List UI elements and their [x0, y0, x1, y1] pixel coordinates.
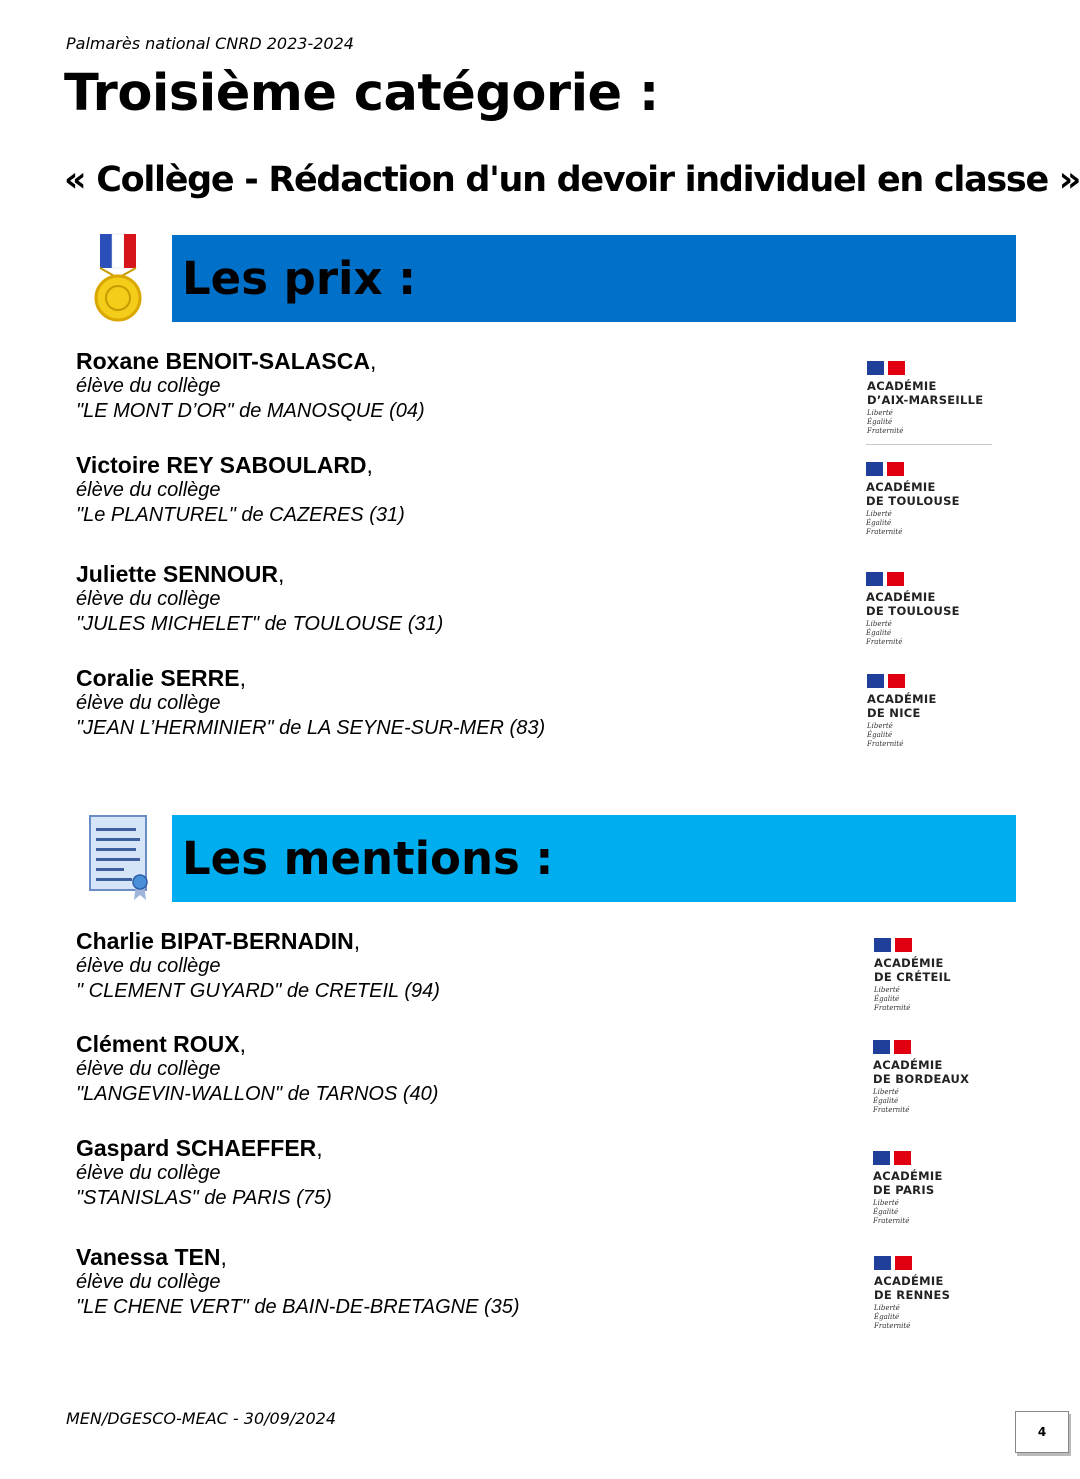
medal-icon — [90, 232, 146, 329]
laureate-name: Charlie BIPAT-BERNADIN — [76, 928, 354, 954]
marianne-flag-icon — [874, 1256, 912, 1270]
prize-entry: Juliette SENNOUR, élève du collège "JULES MICHELET" de TOULOUSE (31) — [76, 561, 444, 635]
laureate-name: Roxane BENOIT-SALASCA — [76, 348, 370, 374]
academy-logo: ACADÉMIE DE RENNES Liberté Égalité Fraternité — [874, 1256, 1004, 1331]
mention-entry: Charlie BIPAT-BERNADIN, élève du collège " CLEMENT GUYARD" de CRETEIL (94) — [76, 928, 440, 1002]
page-title: Troisième catégorie : — [64, 64, 659, 123]
marianne-flag-icon — [867, 674, 905, 688]
laureate-name: Coralie SERRE — [76, 665, 240, 691]
laureate-name: Juliette SENNOUR — [76, 561, 278, 587]
academy-logo: ACADÉMIE DE NICE Liberté Égalité Fraternité — [867, 674, 997, 749]
page-number: 4 — [1015, 1411, 1069, 1453]
laureate-school: "LE MONT D’OR" de MANOSQUE (04) — [76, 400, 425, 422]
marianne-flag-icon — [873, 1151, 911, 1165]
laureate-name: Gaspard SCHAEFFER — [76, 1135, 317, 1161]
academy-logo: ACADÉMIE D’AIX-MARSEILLE Liberté Égalité Fraternité — [867, 361, 997, 436]
laureate-name: Clément ROUX — [76, 1031, 240, 1057]
academy-logo: ACADÉMIE DE BORDEAUX Liberté Égalité Fraternité — [873, 1040, 1003, 1115]
laureate-role: élève du collège — [76, 955, 221, 977]
laureate-role: élève du collège — [76, 588, 221, 610]
laureate-role: élève du collège — [76, 1271, 221, 1293]
laureate-role: élève du collège — [76, 692, 221, 714]
marianne-flag-icon — [874, 938, 912, 952]
prix-banner — [172, 235, 1016, 322]
mentions-heading: Les mentions : — [182, 832, 554, 885]
laureate-school: "JULES MICHELET" de TOULOUSE (31) — [76, 613, 444, 635]
laureate-school: "Le PLANTUREL" de CAZERES (31) — [76, 504, 405, 526]
prize-entry: Roxane BENOIT-SALASCA, élève du collège "LE MONT D’OR" de MANOSQUE (04) — [76, 348, 425, 422]
academy-logo: ACADÉMIE DE CRÉTEIL Liberté Égalité Fraternité — [874, 938, 1004, 1013]
prize-entry: Coralie SERRE, élève du collège "JEAN L’HERMINIER" de LA SEYNE-SUR-MER (83) — [76, 665, 546, 739]
mentions-banner — [172, 815, 1016, 902]
mention-entry: Vanessa TEN, élève du collège "LE CHENE VERT" de BAIN-DE-BRETAGNE (35) — [76, 1244, 520, 1318]
academy-logo: ACADÉMIE DE TOULOUSE Liberté Égalité Fraternité — [866, 572, 996, 647]
category-subtitle: « Collège - Rédaction d'un devoir individuel en classe » — [64, 160, 1080, 200]
laureate-school: "LE CHENE VERT" de BAIN-DE-BRETAGNE (35) — [76, 1296, 520, 1318]
laureate-name: Vanessa TEN — [76, 1244, 221, 1270]
laureate-school: "STANISLAS" de PARIS (75) — [76, 1187, 332, 1209]
laureate-school: "JEAN L’HERMINIER" de LA SEYNE-SUR-MER (83) — [76, 717, 546, 739]
academy-logo: ACADÉMIE DE PARIS Liberté Égalité Fraternité — [873, 1151, 1003, 1226]
laureate-role: élève du collège — [76, 1058, 221, 1080]
laureate-name: Victoire REY SABOULARD — [76, 452, 367, 478]
header-note: Palmarès national CNRD 2023-2024 — [66, 34, 354, 53]
prize-entry: Victoire REY SABOULARD, élève du collège "Le PLANTUREL" de CAZERES (31) — [76, 452, 405, 526]
laureate-school: "LANGEVIN-WALLON" de TARNOS (40) — [76, 1083, 439, 1105]
marianne-flag-icon — [873, 1040, 911, 1054]
mention-entry: Gaspard SCHAEFFER, élève du collège "STANISLAS" de PARIS (75) — [76, 1135, 332, 1209]
laureate-role: élève du collège — [76, 1162, 221, 1184]
divider — [866, 444, 992, 445]
marianne-flag-icon — [866, 572, 904, 586]
laureate-role: élève du collège — [76, 479, 221, 501]
academy-logo: ACADÉMIE DE TOULOUSE Liberté Égalité Fraternité — [866, 462, 996, 537]
marianne-flag-icon — [867, 361, 905, 375]
prix-heading: Les prix : — [182, 252, 417, 305]
marianne-flag-icon — [866, 462, 904, 476]
certificate-icon — [84, 812, 152, 909]
laureate-school: " CLEMENT GUYARD" de CRETEIL (94) — [76, 980, 440, 1002]
mention-entry: Clément ROUX, élève du collège "LANGEVIN-WALLON" de TARNOS (40) — [76, 1031, 439, 1105]
footer-note: MEN/DGESCO-MEAC - 30/09/2024 — [66, 1409, 336, 1428]
laureate-role: élève du collège — [76, 375, 221, 397]
